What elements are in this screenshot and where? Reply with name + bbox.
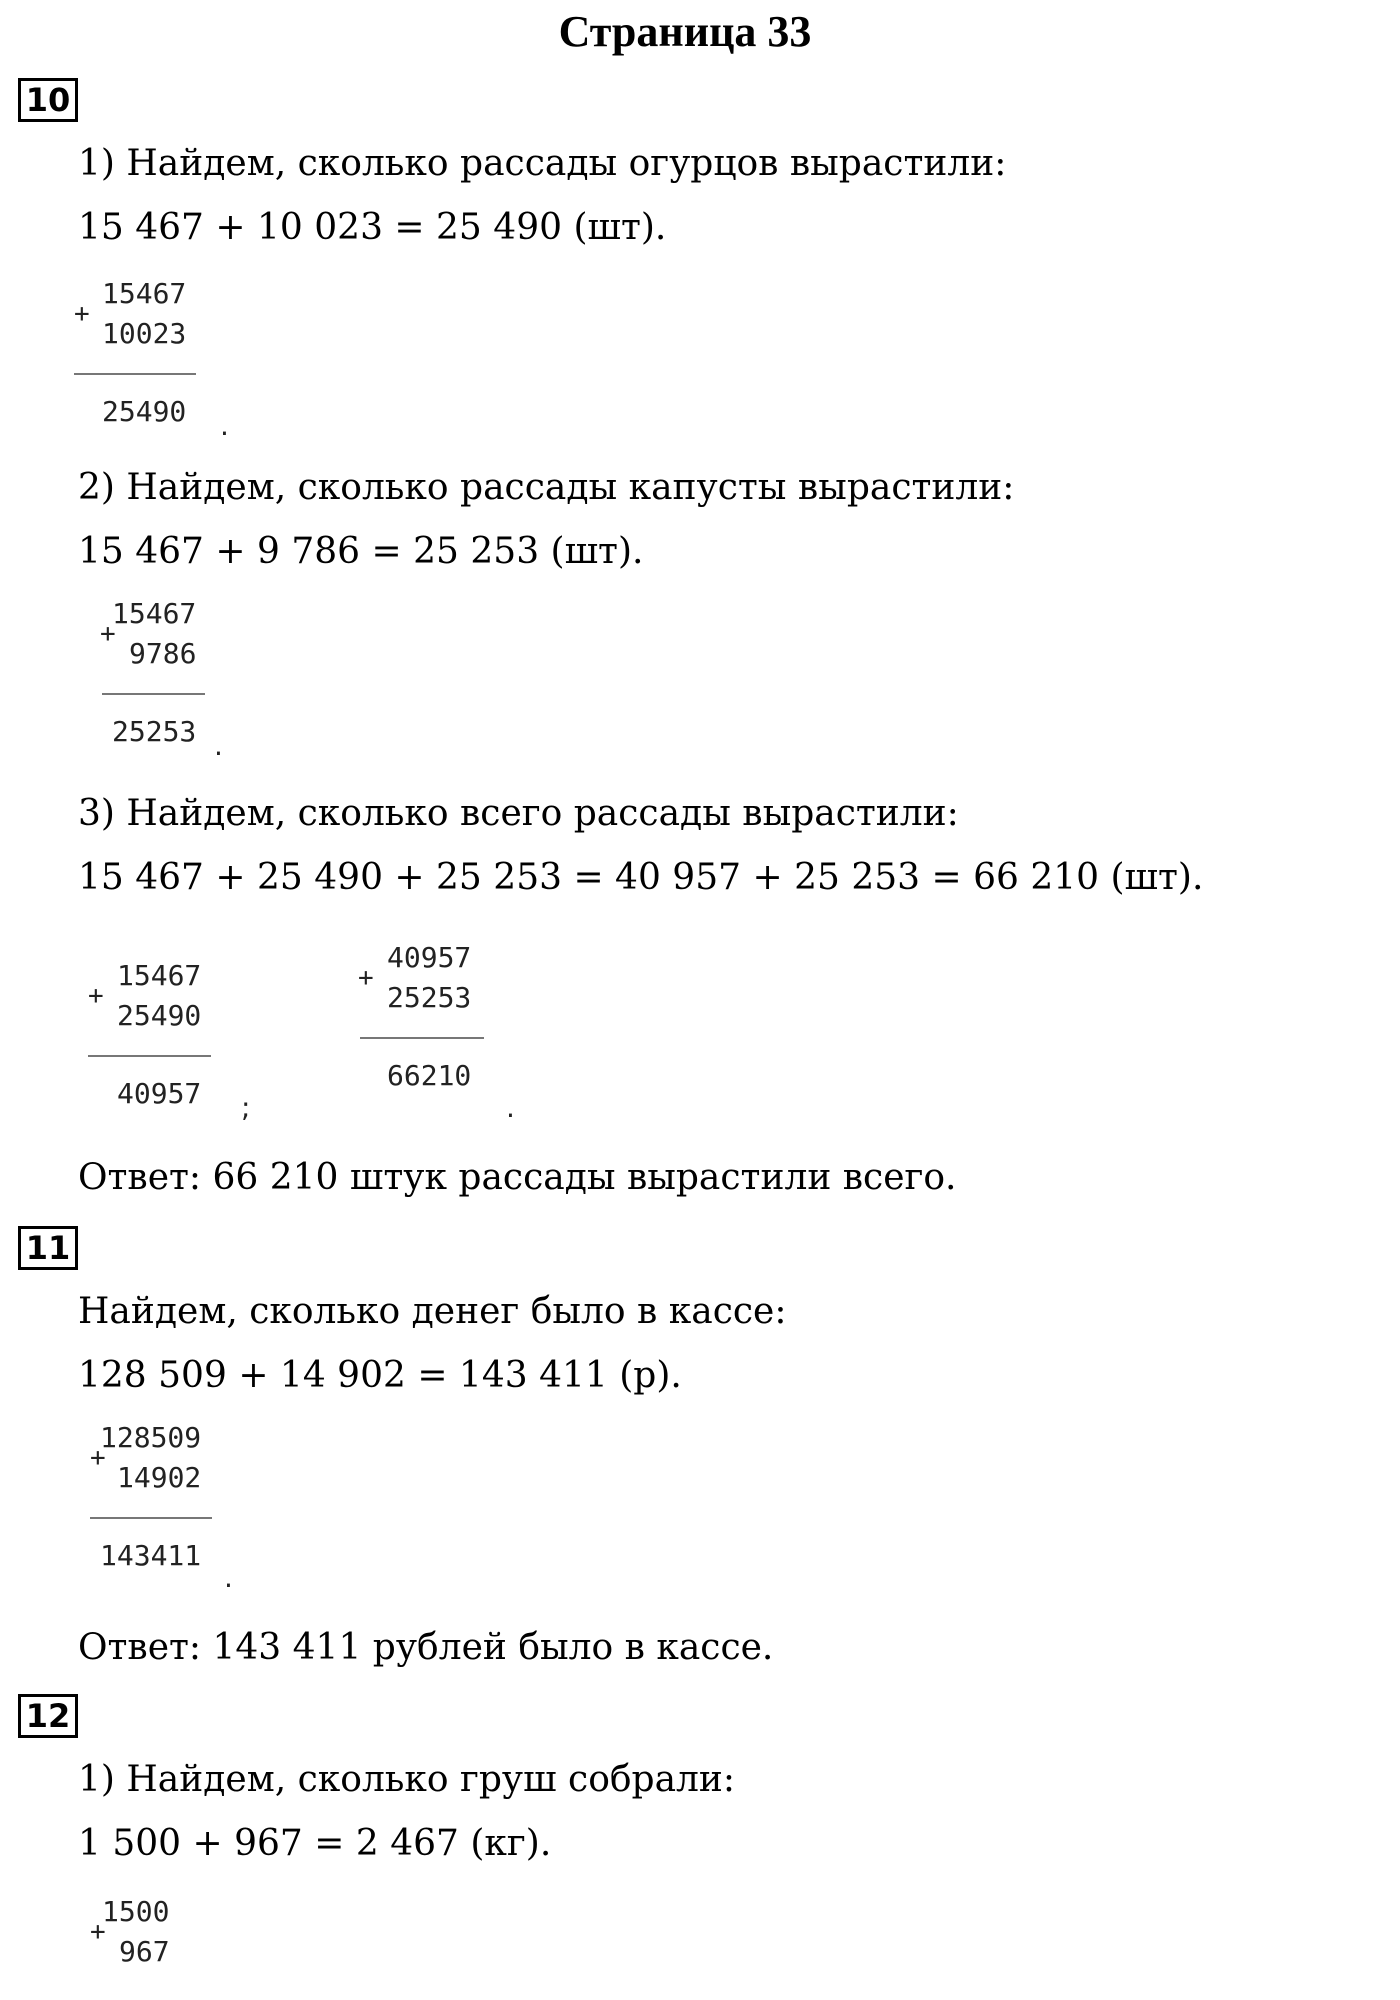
task10-step1-text: 1) Найдем, сколько рассады огурцов вырастили: (78, 143, 1007, 184)
task10-answer: Ответ: 66 210 штук рассады вырастили всего. (78, 1157, 957, 1198)
end-punctuation: ; (241, 1091, 251, 1124)
task11-answer: Ответ: 143 411 рублей было в кассе. (78, 1627, 774, 1668)
task11-equation: 128 509 + 14 902 = 143 411 (р). (78, 1355, 682, 1396)
addend-1: 15467 (102, 277, 187, 310)
addend-1: 15467 (117, 959, 202, 992)
end-punctuation: . (224, 1561, 233, 1594)
sum-result: 143411 (100, 1539, 202, 1572)
plus-sign: + (100, 619, 116, 649)
task10-step3-equation: 15 467 + 25 490 + 25 253 = 40 957 + 25 253 = 66 210 (шт). (78, 857, 1204, 898)
sum-line (360, 1037, 484, 1039)
sum-line (102, 693, 205, 695)
task-number-10: 10 (18, 78, 78, 122)
addend-1: 15467 (112, 597, 197, 630)
addend-2: 25253 (387, 981, 472, 1014)
sum-result: 40957 (117, 1077, 202, 1110)
task12-step1-text: 1) Найдем, сколько груш собрали: (78, 1759, 736, 1800)
addend-2: 9786 (129, 637, 197, 670)
addend-1: 40957 (387, 941, 472, 974)
sum-result: 25253 (112, 715, 197, 748)
end-punctuation: . (214, 729, 223, 762)
plus-sign: + (90, 1917, 106, 1947)
sum-line (88, 1055, 211, 1057)
task10-step1-equation: 15 467 + 10 023 = 25 490 (шт). (78, 207, 667, 248)
task10-step3-text: 3) Найдем, сколько всего рассады вырастили: (78, 793, 959, 834)
plus-sign: + (90, 1443, 106, 1473)
plus-sign: + (88, 981, 104, 1011)
task12-step1-equation: 1 500 + 967 = 2 467 (кг). (78, 1823, 552, 1864)
task10-step2-equation: 15 467 + 9 786 = 25 253 (шт). (78, 531, 644, 572)
addend-1: 128509 (100, 1421, 202, 1454)
sum-result: 25490 (102, 395, 187, 428)
addend-2: 967 (119, 1935, 170, 1968)
task-number-12: 12 (18, 1694, 78, 1738)
page-title: Страница 33 (558, 7, 812, 56)
addend-2: 25490 (117, 999, 202, 1032)
end-punctuation: . (506, 1091, 515, 1124)
plus-sign: + (358, 963, 374, 993)
end-punctuation: . (220, 409, 229, 442)
plus-sign: + (74, 299, 90, 329)
task-number-11: 11 (18, 1226, 78, 1270)
task11-text: Найдем, сколько денег было в кассе: (78, 1291, 787, 1332)
sum-line (90, 1517, 212, 1519)
addend-1: 1500 (102, 1895, 170, 1928)
sum-result: 66210 (387, 1059, 472, 1092)
task10-step2-text: 2) Найдем, сколько рассады капусты вырастили: (78, 467, 1015, 508)
sum-line (74, 373, 196, 375)
addend-2: 14902 (117, 1461, 202, 1494)
addend-2: 10023 (102, 317, 187, 350)
